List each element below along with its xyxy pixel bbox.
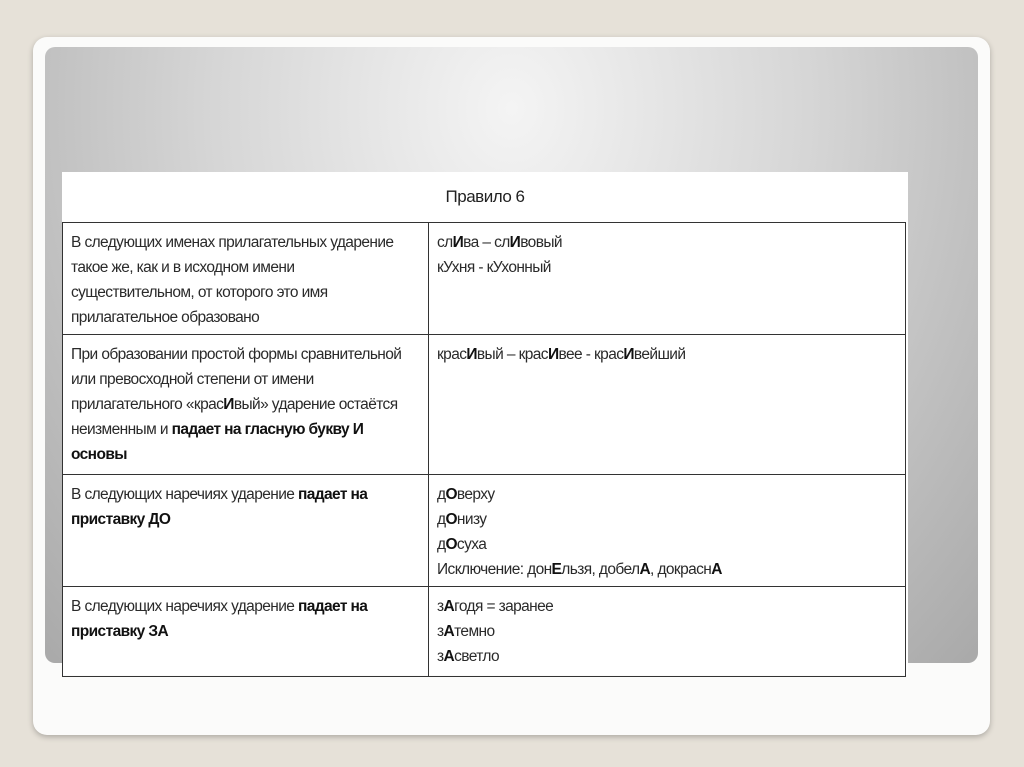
rules-grid <box>62 222 906 677</box>
text-line <box>71 342 420 467</box>
text-segment: вовый <box>520 234 562 251</box>
rule-table <box>62 172 908 675</box>
text-segment: кУхня - кУхонный <box>437 259 551 276</box>
text-segment: низу <box>456 511 487 528</box>
text-line <box>71 230 420 330</box>
text-segment: вый» ударение остаётся неизменным и <box>71 396 398 438</box>
text-segment: вейший <box>633 346 686 363</box>
text-line <box>437 619 897 644</box>
text-line <box>437 255 897 280</box>
table-row <box>63 587 906 677</box>
stressed-text: И <box>223 396 234 413</box>
text-segment: з <box>437 623 444 640</box>
table-title: Правило 6 <box>445 187 525 206</box>
text-segment: В следующих наречиях ударение <box>71 486 298 503</box>
text-segment: сл <box>437 234 453 251</box>
text-segment: ва – сл <box>463 234 510 251</box>
text-line <box>437 557 897 582</box>
text-segment: д <box>437 536 446 553</box>
text-segment: з <box>437 648 444 665</box>
text-segment: темно <box>454 623 495 640</box>
stressed-text: А <box>443 648 455 665</box>
stressed-text: О <box>445 486 457 503</box>
stressed-text: падает на приставку ЗА <box>71 598 368 640</box>
stressed-text: И <box>452 234 464 251</box>
stressed-text: А <box>711 561 722 578</box>
examples-cell <box>429 475 906 587</box>
text-segment: д <box>437 511 446 528</box>
rule-description-cell <box>63 335 429 475</box>
stressed-text: О <box>445 536 457 553</box>
text-segment: При образовании простой формы сравнительной или превосходной степени от имени прилагательного «крас <box>71 346 402 413</box>
text-line <box>71 482 420 532</box>
text-segment: крас <box>437 346 467 363</box>
table-row <box>63 335 906 475</box>
text-segment: , докрасн <box>650 561 712 578</box>
stressed-text: А <box>443 623 455 640</box>
stressed-text: А <box>639 561 651 578</box>
text-segment: льзя, добел <box>561 561 640 578</box>
stressed-text: И <box>352 421 364 438</box>
text-segment: з <box>437 598 444 615</box>
examples-cell <box>429 587 906 677</box>
rule-description-cell <box>63 223 429 335</box>
stressed-text: О <box>445 511 457 528</box>
stressed-text: И <box>509 234 521 251</box>
text-segment: вый – крас <box>476 346 548 363</box>
text-line <box>71 594 420 644</box>
stressed-text: И <box>466 346 477 363</box>
text-segment: годя = заранее <box>454 598 554 615</box>
table-row <box>63 223 906 335</box>
text-line <box>437 532 897 557</box>
stressed-text: падает на приставку ДО <box>71 486 368 528</box>
examples-cell <box>429 223 906 335</box>
text-segment: В следующих наречиях ударение <box>71 598 298 615</box>
rule-description-cell <box>63 475 429 587</box>
text-line <box>437 342 897 367</box>
text-segment: верху <box>456 486 495 503</box>
table-row <box>63 475 906 587</box>
text-line <box>437 594 897 619</box>
text-segment: суха <box>456 536 487 553</box>
stressed-text: Е <box>551 561 562 578</box>
stressed-text: основы <box>71 446 127 463</box>
examples-cell <box>429 335 906 475</box>
text-segment: вее - крас <box>558 346 624 363</box>
stressed-text: А <box>443 598 455 615</box>
text-line <box>437 507 897 532</box>
text-segment: В следующих именах прилагательных ударение такое же, как и в исходном имени существительном, от которого это имя прилагательное образовано <box>71 234 394 326</box>
text-segment: светло <box>454 648 500 665</box>
text-segment: д <box>437 486 446 503</box>
text-line <box>437 644 897 669</box>
text-segment: Исключение: дон <box>437 561 552 578</box>
stressed-text: И <box>547 346 559 363</box>
stressed-text: И <box>623 346 634 363</box>
text-line <box>437 482 897 507</box>
text-line <box>437 230 897 255</box>
stressed-text: падает на гласную букву <box>171 421 353 438</box>
rule-description-cell <box>63 587 429 677</box>
